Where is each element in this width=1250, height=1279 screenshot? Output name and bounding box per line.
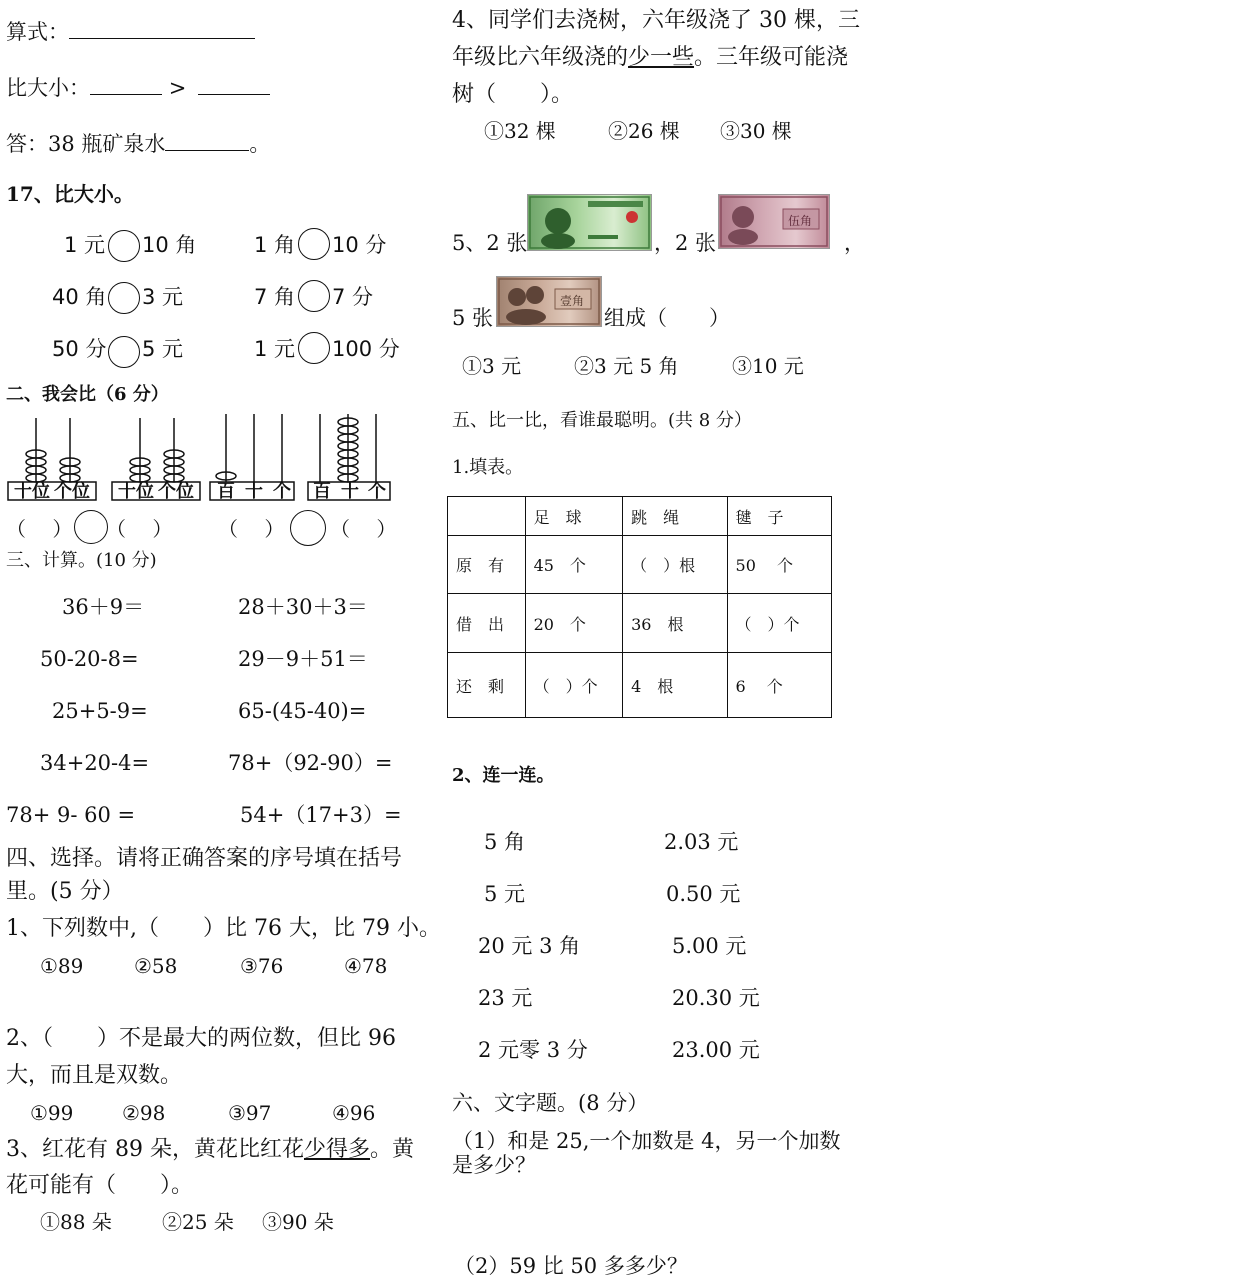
- q4-line2-a: 年级比六年级浇的: [452, 45, 629, 70]
- q3-line2: 花可能有（ ）。: [6, 1173, 194, 1198]
- one-yuan-banknote-icon: [527, 194, 652, 251]
- compare-circle[interactable]: [290, 510, 326, 546]
- table-cell: 4 根: [623, 653, 727, 718]
- match-left-item[interactable]: 20 元 3 角: [478, 934, 581, 958]
- q1-text: 1、下列数中,（ ）比 76 大，比 79 小。: [6, 916, 441, 941]
- table-row: [448, 653, 832, 718]
- table-cell[interactable]: （ ）个: [727, 594, 831, 653]
- q1-option[interactable]: ③76: [240, 954, 284, 978]
- match-right-item[interactable]: 20.30 元: [672, 986, 760, 1010]
- q5-text-d: 5 张: [452, 306, 494, 330]
- match-right-item[interactable]: 2.03 元: [664, 830, 739, 854]
- q5-text-c: ，: [844, 231, 865, 255]
- match-left-item[interactable]: 23 元: [478, 986, 533, 1010]
- calc-item: 78+（92-90）=: [228, 751, 393, 775]
- q17-item-4-right: 7 分: [332, 285, 374, 309]
- q3-line1-b: 。黄: [370, 1137, 415, 1162]
- compare-circle[interactable]: [74, 510, 108, 544]
- abacus-label: 个位: [54, 481, 90, 502]
- calc-item: 78+ 9- 60 =: [6, 803, 136, 827]
- match-left-item[interactable]: 5 角: [484, 830, 526, 854]
- match-right-item[interactable]: 0.50 元: [666, 882, 741, 906]
- section4-title-line1: 四、选择。请将正确答案的序号填在括号: [6, 846, 403, 871]
- q17-item-1-right: 10 角: [142, 233, 197, 257]
- table-row: [448, 594, 832, 653]
- compare-blank-right[interactable]: [198, 76, 270, 95]
- formula-line: [6, 20, 255, 43]
- abacus-answer-paren[interactable]: （ ）: [330, 517, 397, 541]
- calc-item: 28＋30＋3＝: [238, 595, 368, 619]
- q2-option[interactable]: ①99: [30, 1101, 74, 1125]
- abacus-label: 个位: [158, 481, 194, 502]
- abacus-label: 百: [217, 481, 235, 502]
- abacus-label: 十: [245, 481, 263, 502]
- table-cell[interactable]: （ ）个: [525, 653, 623, 718]
- q17-item-2-right: 10 分: [332, 233, 387, 257]
- q5-text-e: 组成（ ）: [604, 306, 730, 330]
- answer-end: 。: [249, 132, 271, 156]
- q4-line3: 树（ ）。: [452, 82, 574, 107]
- abacus-label: 个: [273, 481, 291, 502]
- q5-option[interactable]: ②3 元 5 角: [574, 354, 679, 378]
- match-right-item[interactable]: 5.00 元: [672, 934, 747, 958]
- q4-option[interactable]: ③30 棵: [720, 119, 792, 143]
- q17-item-5-left: 50 分: [52, 337, 107, 361]
- compare-circle[interactable]: [298, 280, 330, 312]
- table-cell: 50 个: [727, 536, 831, 594]
- compare-circle[interactable]: [298, 228, 330, 260]
- q5-text-a: 5、2 张: [452, 231, 528, 255]
- section5-sub1: 1.填表。: [452, 457, 524, 478]
- abacus-answer-paren[interactable]: （ ）: [6, 517, 73, 541]
- q3-option[interactable]: ①88 朵: [40, 1210, 112, 1234]
- q4-line1: 4、同学们去浇树，六年级浇了 30 棵，三: [452, 8, 860, 33]
- q17-item-3-left: 40 角: [52, 285, 107, 309]
- abacus-label: 十: [341, 481, 359, 502]
- section5-title: 五、比一比，看谁最聪明。(共 8 分）: [452, 410, 752, 431]
- compare-symbol: >: [168, 76, 187, 100]
- q5-option[interactable]: ①3 元: [462, 354, 522, 378]
- table-cell: 原 有: [448, 536, 526, 594]
- q3-option[interactable]: ③90 朵: [262, 1210, 334, 1234]
- table-cell: 6 个: [727, 653, 831, 718]
- bill-text: 壹角: [560, 294, 585, 308]
- q2-line2: 大，而且是双数。: [6, 1063, 183, 1088]
- one-jiao-banknote-icon: [496, 276, 602, 327]
- formula-blank[interactable]: [69, 20, 255, 39]
- formula-label: 算式：: [6, 20, 69, 44]
- calc-item: 54+（17+3）=: [240, 803, 402, 827]
- answer-line: [6, 132, 270, 155]
- fill-table: [447, 496, 832, 718]
- q2-option[interactable]: ②98: [122, 1101, 166, 1125]
- calc-item: 50-20-8=: [40, 647, 139, 671]
- table-cell: 45 个: [525, 536, 623, 594]
- q1-option[interactable]: ②58: [134, 954, 178, 978]
- q17-item-4-left: 7 角: [254, 285, 296, 309]
- compare-label: 比大小：: [6, 76, 90, 100]
- calc-item: 65-(45-40)=: [238, 699, 367, 723]
- q17-item-3-right: 3 元: [142, 285, 184, 309]
- compare-circle[interactable]: [108, 336, 140, 368]
- q17-title: 17、比大小。: [6, 182, 134, 206]
- table-cell: 20 个: [525, 594, 623, 653]
- compare-circle[interactable]: [108, 282, 140, 314]
- compare-line: [6, 76, 270, 99]
- q4-underlined: 少一些: [628, 45, 695, 70]
- table-cell: 36 根: [623, 594, 727, 653]
- table-header: 跳 绳: [623, 497, 727, 536]
- table-header: 足 球: [525, 497, 623, 536]
- abacus-label: 十位: [118, 481, 154, 502]
- abacus-answer-paren[interactable]: （ ）: [106, 517, 173, 541]
- compare-circle[interactable]: [108, 230, 140, 262]
- q2-line1: 2、（ ）不是最大的两位数，但比 96: [6, 1026, 396, 1051]
- calc-item: 25+5-9=: [52, 699, 148, 723]
- q5-text-b: ，2 张: [654, 231, 717, 255]
- five-jiao-banknote-icon: [718, 194, 830, 249]
- table-header: [448, 497, 526, 536]
- section6-q2: （2）59 比 50 多多少？: [454, 1254, 688, 1278]
- q17-item-1-left: 1 元: [64, 233, 106, 257]
- q3-underlined: 少得多: [303, 1137, 370, 1162]
- section4-title-line2: 里。(5 分）: [6, 879, 124, 904]
- abacus-label: 十位: [14, 481, 50, 502]
- q4-option[interactable]: ②26 棵: [608, 119, 680, 143]
- table-cell: 借 出: [448, 594, 526, 653]
- answer-blank[interactable]: [165, 132, 249, 151]
- section3-title: 三、计算。(10 分): [6, 550, 157, 571]
- q2-option[interactable]: ④96: [332, 1101, 376, 1125]
- q4-option[interactable]: ①32 棵: [484, 119, 556, 143]
- section2-title: 二、我会比（6 分）: [6, 384, 169, 405]
- table-header: 毽 子: [727, 497, 831, 536]
- q1-option[interactable]: ④78: [344, 954, 388, 978]
- match-left-item[interactable]: 5 元: [484, 882, 526, 906]
- match-left-item[interactable]: 2 元零 3 分: [478, 1038, 588, 1062]
- match-right-item[interactable]: 23.00 元: [672, 1038, 760, 1062]
- compare-blank-left[interactable]: [90, 76, 162, 95]
- calc-item: 36＋9＝: [62, 595, 145, 619]
- table-row: [448, 536, 832, 594]
- compare-circle[interactable]: [298, 332, 330, 364]
- q3-line1-a: 3、红花有 89 朵，黄花比红花: [6, 1137, 304, 1162]
- table-cell[interactable]: （ ）根: [623, 536, 727, 594]
- q3-option[interactable]: ②25 朵: [162, 1210, 234, 1234]
- calc-item: 34+20-4=: [40, 751, 150, 775]
- q4-line2-b: 。三年级可能浇: [694, 45, 849, 70]
- q3-line1: [6, 1139, 414, 1161]
- q17-item-2-left: 1 角: [254, 233, 296, 257]
- calc-item: 29－9＋51＝: [238, 647, 368, 671]
- section5-sub2: 2、连一连。: [452, 765, 555, 786]
- section6-q1-line1: （1）和是 25,一个加数是 4，另一个加数: [452, 1129, 841, 1153]
- abacus-label: 个: [368, 481, 386, 502]
- q17-item-6-left: 1 元: [254, 337, 296, 361]
- answer-prefix: 答：38 瓶矿泉水: [6, 132, 166, 156]
- q17-item-5-right: 5 元: [142, 337, 184, 361]
- abacus-label: 百: [313, 481, 331, 502]
- q2-option[interactable]: ③97: [228, 1101, 272, 1125]
- section6-q1-line2: 是多少？: [452, 1153, 536, 1177]
- table-cell: 还 剩: [448, 653, 526, 718]
- q17-item-6-right: 100 分: [332, 337, 400, 361]
- q5-option[interactable]: ③10 元: [732, 354, 804, 378]
- q4-line2: [452, 47, 848, 69]
- bill-text: 伍角: [788, 214, 813, 228]
- abacus-answer-paren[interactable]: （ ）: [218, 517, 285, 541]
- section6-title: 六、文字题。(8 分）: [452, 1091, 649, 1115]
- q1-option[interactable]: ①89: [40, 954, 84, 978]
